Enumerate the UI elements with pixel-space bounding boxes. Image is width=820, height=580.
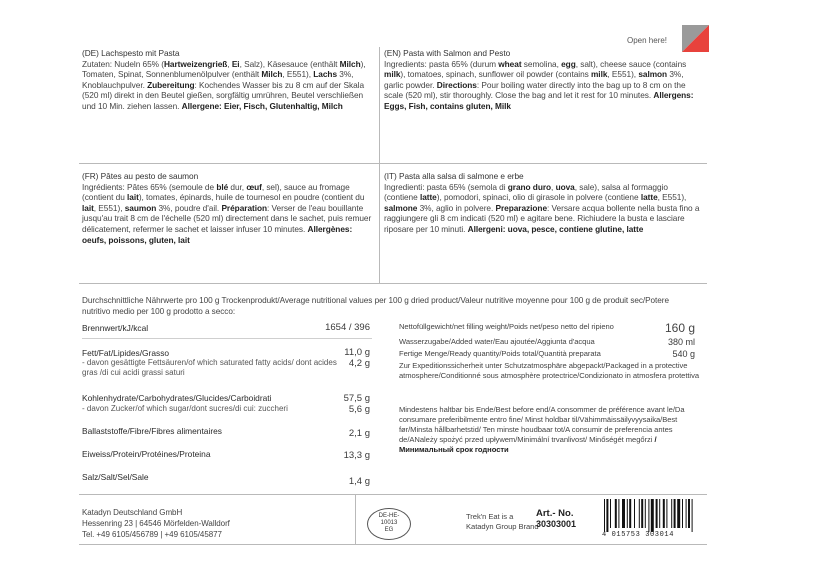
bold-segment: Lachs (313, 69, 338, 80)
eg-line1: DE-HE- (378, 513, 400, 519)
footer-divider (355, 495, 356, 545)
barcode-bars (600, 499, 704, 532)
text-segment: Ingrédients: Pâtes 65% (semoule de (82, 181, 217, 192)
bold-segment: salmone (384, 202, 418, 213)
bold-segment: egg (561, 58, 576, 69)
bold-segment: Allergeni: uova, pesce, contiene glutine, latte (467, 223, 644, 234)
bold-segment: Milch (261, 69, 283, 80)
text-segment: Ingredients: pasta 65% (durum (384, 58, 499, 69)
top-section-divider (79, 163, 707, 164)
barcode-bar (606, 499, 608, 532)
barcode-bar (663, 499, 665, 528)
ready-value: 540 g (672, 349, 695, 359)
bold-segment: Allergene: Eier, Fisch, Glutenhaltig, Milch (181, 100, 343, 111)
text-segment: ), Tomaten, Spinat, Sonnenblumenölpulver (enthält (82, 58, 366, 80)
barcode-bar (639, 499, 640, 528)
best-before-ru: / Минимальный срок годности (399, 435, 657, 454)
bold-segment: wheat (498, 58, 522, 69)
water-value: 380 ml (667, 337, 695, 347)
text-segment: Ingredienti: pasta 65% (semola di (384, 181, 508, 192)
weights-block (399, 322, 699, 492)
net-weight-label: Nettofüllgewicht/net filling weight/Poids net/peso netto del ripieno (399, 322, 614, 331)
text-segment: ), tomatoes, spinach, sunflower oil powder (contains (400, 69, 591, 80)
fr-body (82, 182, 372, 246)
bold-segment: Directions (436, 79, 477, 90)
barcode-bar (682, 499, 683, 528)
bold-segment: Préparation (221, 202, 268, 213)
fr-title: (FR) Pâtes au pesto de saumon (82, 171, 199, 181)
carb-value: 57,5 g (343, 393, 370, 404)
it-body (384, 182, 702, 235)
barcode-bar (604, 499, 605, 532)
bold-segment: lait (82, 202, 94, 213)
barcode-bar (641, 499, 643, 528)
sugar-label: - davon Zucker/of which sugar/dont sucres/di cui: zuccheri (82, 404, 288, 413)
bold-segment: Hartweizengrieß (163, 58, 228, 69)
barcode-bar (618, 499, 619, 528)
text-segment: dur, (228, 181, 247, 192)
nutrition-top-line (79, 283, 707, 284)
bold-segment: uova (555, 181, 575, 192)
open-here-label: Open here! (627, 36, 668, 45)
barcode-bar (692, 499, 693, 532)
barcode-bar (610, 499, 611, 528)
text-segment: , (551, 181, 556, 192)
company-name: Katadyn Deutschland GmbH (82, 508, 183, 517)
text-segment: , E551), (93, 202, 125, 213)
bold-segment: œuf (246, 181, 262, 192)
en-body (384, 59, 702, 112)
ready-label: Fertige Menge/Ready quantity/Poids total/Quantità preparata (399, 349, 601, 358)
packaged-note: Zur Expeditionssicherheit unter Schutzatmosphäre abgepackt/Packaged in a protective atmosphere/Conditionné sous atmosphère protectrice/Condizionato in atmosfera protettiva (399, 361, 699, 380)
barcode-digits: 4 015753 303014 (602, 531, 675, 539)
water-label: Wasserzugabe/Added water/Eau ajoutée/Aggiunta d'acqua (399, 337, 595, 346)
column-divider (379, 47, 380, 284)
nutrition-bottom-line (79, 494, 707, 495)
bold-segment: saumon (124, 202, 157, 213)
eg-line2: 10013 (380, 520, 398, 526)
barcode-bar (648, 499, 649, 532)
barcode-bar (659, 499, 660, 528)
barcode-bar (674, 499, 676, 528)
barcode-bar (686, 499, 687, 528)
barcode-bar (671, 499, 672, 528)
nutrition-table (82, 320, 370, 490)
text-segment: , sale), salsa al formaggio (contiene (384, 181, 668, 203)
barcode-bar (629, 499, 631, 528)
barcode-bar (627, 499, 628, 528)
protein-label: Eiweiss/Protein/Protéines/Proteina (82, 449, 211, 459)
text-segment: : Kochendes Wasser bis zu 8 cm auf der Skala (520 ml) direkt in den Beutel gießen, sorgfältig umrühren, Beutel verschließen und 10 Min. ziehen lassen. (82, 79, 365, 111)
text-segment: , E551), (607, 69, 639, 80)
bold-segment: milk (590, 69, 608, 80)
barcode (600, 499, 704, 541)
bold-segment: latte (640, 192, 658, 203)
text-segment: ), pomodori, spinaci, olio di girasole in polvere (contiene (436, 192, 641, 203)
en-title: (EN) Pasta with Salmon and Pesto (384, 48, 511, 58)
text-segment: : Verser de l'eau bouillante jusqu'au trait 8 cm de l'échelle (520 ml) directement dans le sachet, puis remuer délicatement, refermer le sachet et laisser infuser 10 minutes. (82, 202, 372, 234)
carb-label: Kohlenhydrate/Carbohydrates/Glucides/Carboidrati (82, 393, 272, 403)
fibre-label: Ballaststoffe/Fibre/Fibres alimentaires (82, 426, 222, 436)
text-segment: , sel), sauce au fromage (contient du (82, 181, 350, 203)
salt-label: Salz/Salt/Sel/Sale (82, 472, 149, 482)
company-address: Hessenring 23 | 64546 Mörfelden-Walldorf (82, 519, 230, 528)
bold-segment: Allergens: Eggs, Fish, contains gluten, Milk (384, 90, 694, 111)
salt-value: 1,4 g (348, 476, 370, 487)
fat-label: Fett/Fat/Lipides/Grasso (82, 348, 170, 358)
text-segment: 3%, aglio in polvere. (417, 202, 496, 213)
nutrition-header: Durchschnittliche Nährwerte pro 100 g Trockenprodukt/Average nutritional values per 100 g dried product/Valeur nutritive moyenne pour 100 g de produit sec/Potere nutritivo medio per 100 g prodotto a secco: (82, 296, 669, 316)
barcode-bar (666, 499, 667, 528)
it-title: (IT) Pasta alla salsa di salmone e erbe (384, 171, 524, 181)
barcode-bar (634, 499, 635, 528)
bold-segment: Allergènes: oeufs, poissons, gluten, lait (82, 223, 353, 245)
text-segment: , Salz), Käsesauce (enthält (239, 58, 340, 69)
section-fr (82, 171, 372, 245)
fat-value: 11,0 g (344, 347, 370, 358)
barcode-bar (677, 499, 680, 528)
bold-segment: blé (216, 181, 229, 192)
text-segment: : Pour boiling water directly into the bag up to 8 cm on the scale (520 ml), stir thoroughly. Close the bag and let it rest for 10 minutes. (384, 79, 686, 101)
sugar-value: 5,6 g (348, 404, 370, 415)
bold-segment: lait (127, 192, 139, 203)
bold-segment: Ei (231, 58, 240, 69)
de-body (82, 59, 372, 112)
text-segment: ), tomates, épinards, huile de tournesol en poudre (contient du (138, 192, 365, 203)
section-en (384, 48, 702, 112)
barcode-bar (615, 499, 617, 528)
text-segment: semolina, (521, 58, 562, 69)
text-segment: , (227, 58, 232, 69)
barcode-bar (656, 499, 658, 528)
barcode-bar (622, 499, 625, 528)
bold-segment: Preparazione (495, 202, 548, 213)
eg-line3: EG (384, 527, 394, 533)
net-weight-value: 160 g (664, 321, 695, 335)
bold-segment: Milch (339, 58, 361, 69)
barcode-bar (688, 499, 690, 528)
art-number: 30303001 (536, 519, 577, 529)
text-segment: 3%, garlic powder. (384, 69, 684, 90)
company-phone: Tel. +49 6105/456789 | +49 6105/45877 (82, 530, 222, 539)
bottom-line (79, 544, 707, 545)
text-segment: , E551), (282, 69, 314, 80)
bold-segment: latte (419, 192, 437, 203)
bold-segment: grano duro (507, 181, 552, 192)
text-segment: 3%, poudre d'ail. (156, 202, 222, 213)
bold-segment: salmon (638, 69, 668, 80)
text-segment: , E551), (657, 192, 687, 203)
de-title: (DE) Lachspesto mit Pasta (82, 48, 180, 58)
brand-line1: Trek'n Eat is a (466, 512, 514, 521)
protein-value: 13,3 g (343, 450, 370, 461)
brand-line2: Katadyn Group Brand (466, 522, 539, 531)
eg-oval-stamp (367, 508, 411, 540)
energy-label: Brennwert/kJ/kcal (82, 323, 149, 333)
bold-segment: milk (384, 69, 401, 80)
saturated-value: 4,2 g (348, 358, 370, 369)
text-segment: 3%, Knoblauchpulver. (82, 69, 354, 90)
best-before-note (399, 405, 701, 455)
fibre-value: 2,1 g (348, 428, 370, 439)
section-de (82, 48, 372, 112)
barcode-bar (645, 499, 646, 528)
energy-value: 1654 / 396 (325, 322, 370, 333)
saturated-label: - davon gesättigte Fettsäuren/of which saturated fatty acids/ dont acides gras /di cui acidi grassi saturi (82, 358, 337, 377)
art-label: Art.- No. (536, 508, 574, 519)
barcode-bar (651, 499, 654, 532)
text-segment: Zutaten: Nudeln 65% ( (82, 58, 164, 69)
text-segment: , salt), cheese sauce (contains (575, 58, 687, 69)
energy-rule (82, 338, 372, 339)
section-it (384, 171, 702, 235)
best-before-text: Mindestens haltbar bis Ende/Best before end/A consommer de préférence avant le/Da consumare preferibilmente entro fine/ Minst holdbar til/Vähimmäissäilyvyysaika/Best før/Minsta hållbarhetstid/ Ten minste houdbaar tot/A consumir de preferencia antes de/ANależy spożyć przed upływem/Minimální trvanlivost/ Minőségét megőrzi (399, 405, 685, 444)
text-segment: : Versare acqua bollente nella busta fino a raggiungere gli 8 cm indicati (520 ml) e agitare bene. Richiudere la busta e lasciare riposare per 10 minuti. (384, 202, 700, 234)
bold-segment: Zubereitung (147, 79, 195, 90)
